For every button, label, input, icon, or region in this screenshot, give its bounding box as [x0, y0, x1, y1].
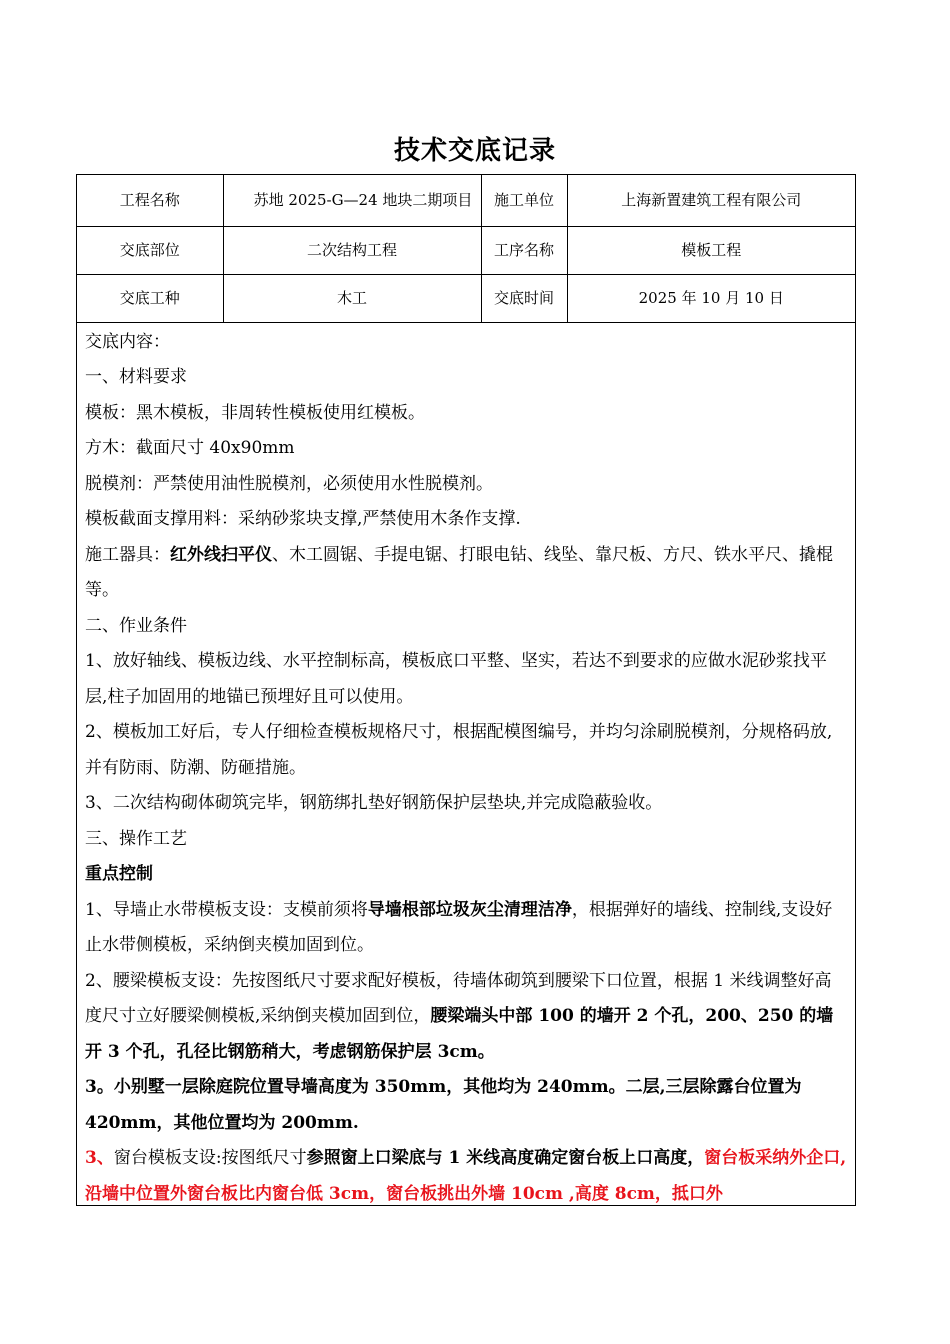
- key-control-heading: 重点控制: [85, 864, 153, 884]
- s3-line-2-b: 腰梁端头中部 100 的墙开 2 个孔，200、250 的墙开 3 个孔，孔径比钢筋稍大，考虑钢筋保护层 3cm。: [85, 1006, 834, 1062]
- s3-line-4-d: 窗台板采纳外企口,沿墙中位置外窗台板比内窗台低 3cm，窗台板挑出外墙 10cm ,高度 8cm，抵口外: [85, 1148, 847, 1204]
- process-value: 模板工程: [567, 226, 855, 274]
- record-form: [76, 174, 856, 1206]
- s1-line-5: [85, 538, 847, 609]
- part-value: 二次结构工程: [223, 226, 481, 274]
- info-row-trade: [77, 274, 855, 322]
- project-name-label: 工程名称: [77, 175, 223, 226]
- content-body: [77, 323, 855, 1207]
- s2-line-2: 2、模板加工好后，专人仔细检查模板规格尺寸，根据配模图编号，并均匀涂刷脱模剂，分规格码放,并有防雨、防潮、防砸措施。: [85, 722, 833, 778]
- s3-line-1-c: ，根据弹好的墙线、控制线,支设好止水带侧模板，采纳倒夹模加固到位。: [85, 899, 833, 955]
- trade-label: 交底工种: [77, 274, 223, 322]
- s3-line-2: [85, 964, 847, 1071]
- s3-line-1: [85, 893, 847, 964]
- info-table: [77, 175, 855, 323]
- s3-line-4: [85, 1141, 847, 1206]
- s1-line-3: 脱模剂：严禁使用油性脱模剂，必须使用水性脱模剂。: [85, 473, 493, 494]
- s1-line-5-a: 施工器具：: [85, 544, 170, 565]
- s1-line-2: 方木：截面尺寸 40x90mm: [85, 438, 295, 458]
- s2-line-3: 3、二次结构砌体砌筑完毕，钢筋绑扎垫好钢筋保护层垫块,并完成隐蔽验收。: [85, 793, 663, 813]
- s1-line-5-b: 红外线扫平仪: [170, 544, 272, 565]
- s1-line-5-c: 、木工圆锯、手提电锯、打眼电钻、线坠、靠尺板、方尺、铁水平尺、撬棍等。: [85, 544, 833, 600]
- s1-line-4: 模板截面支撑用料：采纳砂浆块支撑,严禁使用木条作支撑.: [85, 509, 521, 529]
- section-1-title: 一、材料要求: [85, 367, 187, 387]
- process-label: 工序名称: [481, 226, 567, 274]
- project-name-value: 苏地 2025-G—24 地块二期项目: [223, 175, 481, 226]
- s3-line-2-a: 2、腰梁模板支设：先按图纸尺寸要求配好模板，待墙体砌筑到腰梁下口位置，根据 1 米线调整好高度尺寸立好腰梁侧模板,采纳倒夹模加固到位，: [85, 970, 832, 1026]
- page-title: 技术交底记录: [393, 136, 556, 166]
- part-label: 交底部位: [77, 226, 223, 274]
- time-value: 2025 年 10 月 10 日: [567, 274, 855, 322]
- trade-value: 木工: [223, 274, 481, 322]
- s3-line-4-b: 窗台模板支设:按图纸尺寸: [113, 1148, 307, 1168]
- time-label: 交底时间: [481, 274, 567, 322]
- content-heading: 交底内容：: [85, 331, 170, 352]
- info-row-part: [77, 226, 855, 274]
- s3-line-3: 3。小别墅一层除庭院位置导墙高度为 350mm，其他均为 240mm。二层,三层除露台位置为 420mm，其他位置均为 200mm.: [85, 1077, 802, 1133]
- s2-line-1: 1、放好轴线、模板边线、水平控制标高，模板底口平整、坚实，若达不到要求的应做水泥砂浆找平层,柱子加固用的地锚已预埋好且可以使用。: [85, 651, 827, 707]
- s3-line-4-c: 参照窗上口梁底与 1 米线高度确定窗台板上口高度，: [306, 1148, 705, 1168]
- contractor-value: 上海新置建筑工程有限公司: [567, 175, 855, 226]
- section-2-title: 二、作业条件: [85, 615, 187, 636]
- s3-line-4-a: 3、: [85, 1148, 114, 1168]
- info-row-project: [77, 175, 855, 226]
- s1-line-1: 模板：黑木模板，非周转性模板使用红模板。: [85, 402, 425, 423]
- s3-line-1-b: 导墙根部垃圾灰尘清理洁净: [367, 899, 572, 920]
- s3-line-1-a: 1、导墙止水带模板支设：支模前须将: [85, 899, 368, 920]
- contractor-label: 施工单位: [481, 175, 567, 226]
- section-3-title: 三、操作工艺: [85, 828, 187, 849]
